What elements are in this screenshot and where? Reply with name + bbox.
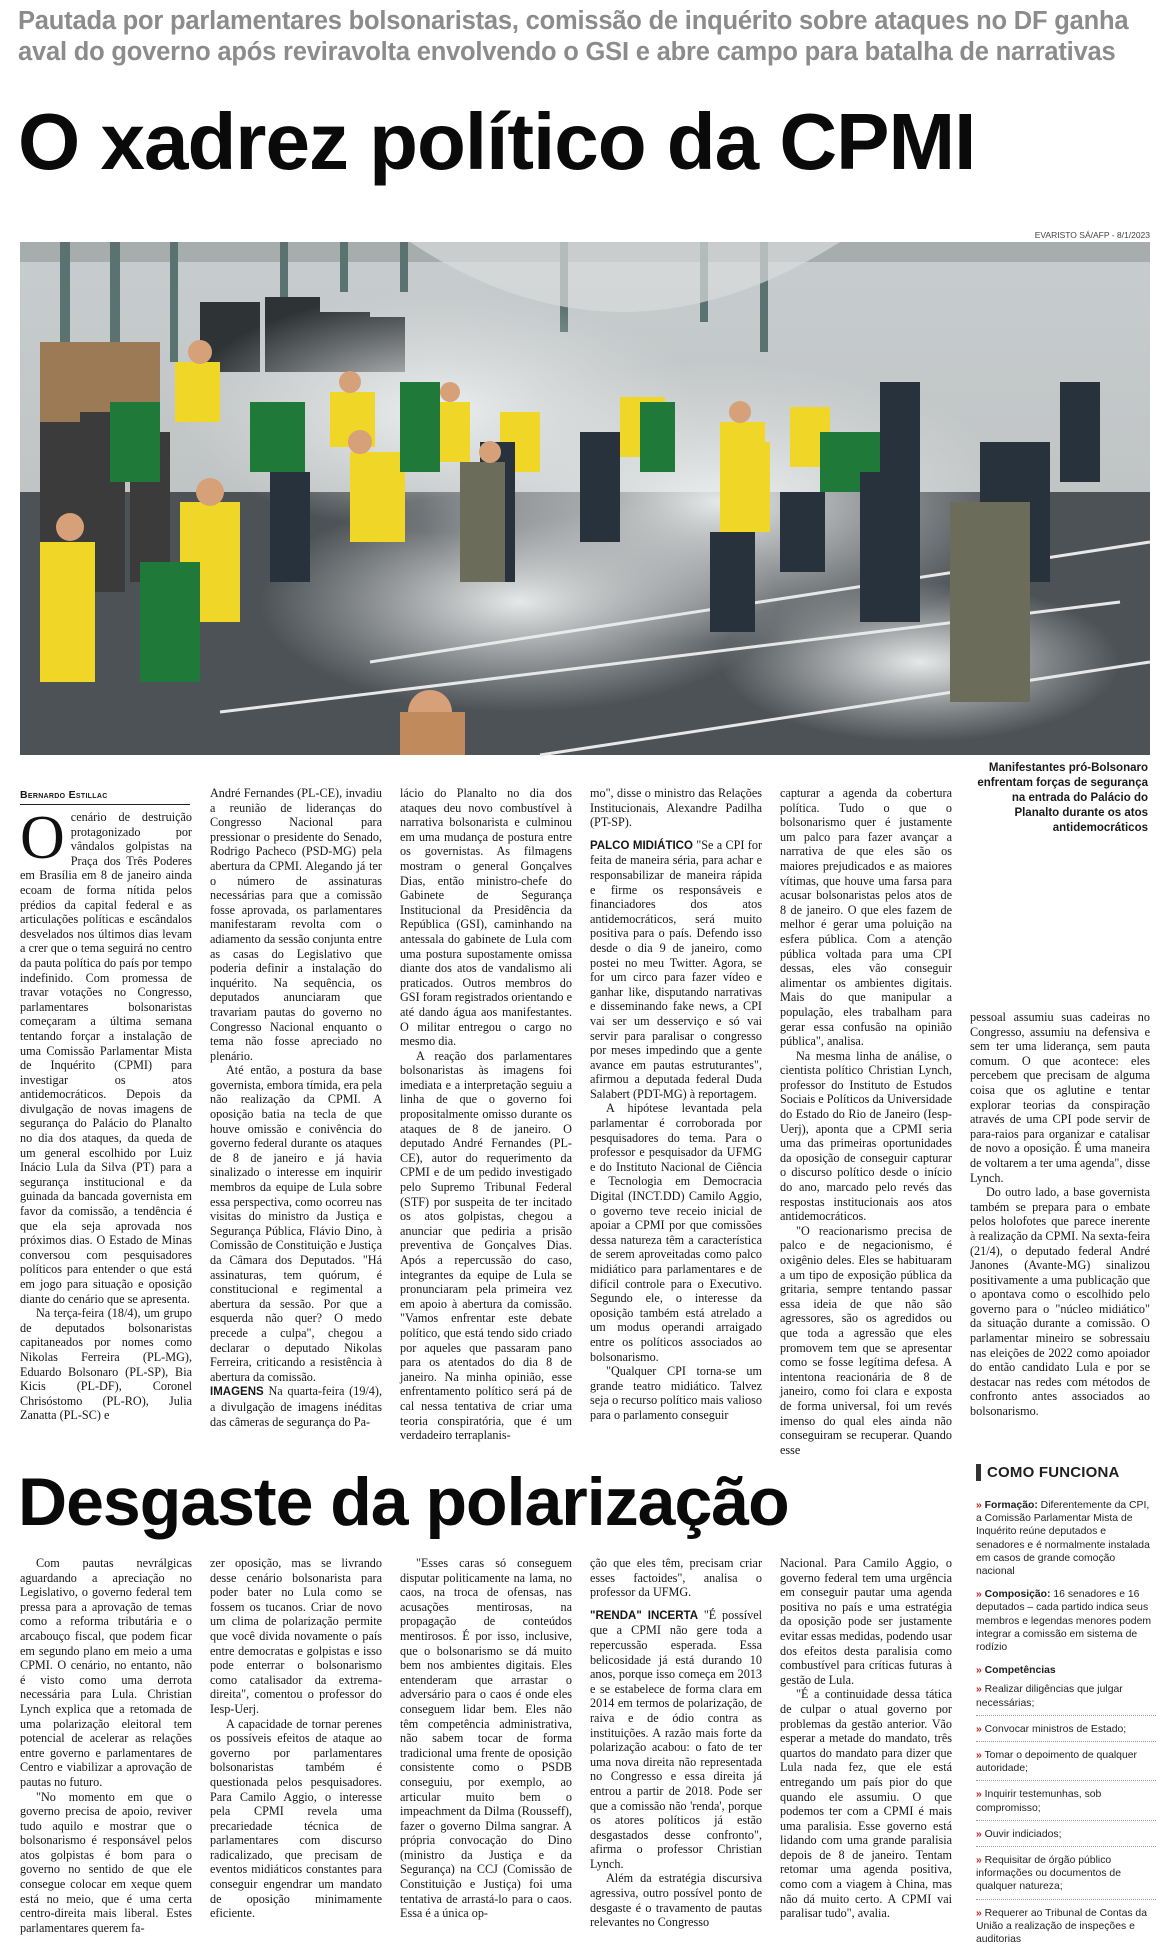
paragraph: Além da estratégia discursiva agressiva, outro possível ponto de desgaste é o travamento de pautas relevantes no Congresso bbox=[590, 1871, 762, 1930]
competencia-item bbox=[976, 1854, 1156, 1900]
paragraph: A hipótese levantada pela parlamentar é corroborada por pesquisadores do tema. Para o professor e pesquisador da UFMG e do Instituto Nacional de Ciência e Tecnologia em Democracia Digital (INCT.DD) Camilo Aggio, o governo teve receio inicial de apoiar a CPMI por que comissões dessa natureza têm a característica de serem aproveitadas como palco midiático para parlamentares e de difícil controle para o Executivo. Segundo ele, o interesse da oposição também está atrelado a um modus operandi arraigado entre os políticos associados ao bolsonarismo. bbox=[590, 1101, 762, 1364]
paragraph: "É a continuidade dessa tática de culpar o atual governo por problemas da gestão anterior. Vão esperar a metade do mandato, três quartos do mandato para dizer que Lula nada fez, que ele está entregando um país pior do que quando ele assumiu. O que podemos ter com a CPMI é mais uma paralisia. Esse governo está lidando com uma grande paralisia depois de 8 de janeiro. Tentam retomar uma agenda positiva, como com a viagem à China, mas não dá muito certo. A CPMI vai paralisar tudo", avalia. bbox=[780, 1687, 952, 1921]
paragraph: "No momento em que o governo precisa de apoio, reviver tudo aquilo e mostrar que o bolsonarismo é responsável pelos atos golpistas é bom para o governo no sentido de que ele consegue colocar em xeque quem está no meio, que é uma certa centro-direita mais liberal. Estes parlamentares querem fa- bbox=[20, 1789, 192, 1935]
sidebar-item-text: 16 senadores e 16 deputados – cada partido indica seus membros e legendas menores podem integrar a comissão em sistema de rodízio bbox=[976, 1589, 1152, 1654]
paragraph: Até então, a postura da base governista, embora tímida, era pela não realização da CPMI. A oposição batia na tecla de que houve omissão e conivência do governo federal durante os ataques de 8 de janeiro e já havia sinalizado o interesse em inquirir membros da equipe de Lula sobre essa perspectiva, como ocorreu nas visitas do ministro da Justiça e Segurança Pública, Flávio Dino, à Comissão de Constituição e Justiça da Câmara dos Deputados. "Há assinaturas, tem quórum, é constitucional e regimental a abertura da sessão. Por que a esquerda não quer? O medo precede a culpa", chegou a declarar o deputado Nikolas Ferreira, criticando a resistência à abertura da comissão. bbox=[210, 1063, 382, 1384]
article-column-3 bbox=[400, 786, 572, 1450]
sidebar-item-label: Formação: bbox=[984, 1500, 1038, 1511]
paragraph: capturar a agenda da cobertura política. Tudo o que o bolsonarismo quer é justamente um palco para fazer avançar a narrativa de que eles são os maiores prejudicados e as maiores vítimas, que houve uma farsa para acusar bolsonaristas pelos atos de 8 de janeiro. O que eles fazem de melhor é gerar uma poluição na esfera pública. Com a atenção pública voltada para uma CPI dessas, eles vão conseguir alimentar os ambientes digitais. Mais do que manipular a população, eles trabalham para gerar essa confusão na opinião pública", analisa. bbox=[780, 786, 952, 1049]
sidebar-item-label: Composição: bbox=[984, 1589, 1051, 1601]
competencia-item bbox=[976, 1788, 1156, 1820]
chevron-right-icon: » bbox=[976, 1789, 982, 1801]
paragraph: Na terça-feira (18/4), um grupo de deputados bolsonaristas capitaneados por nomes como Nikolas Ferreira (PL-MG), Eduardo Bolsonaro (PL-SP), Bia Kicis (PL-DF), Coronel Chrisóstomo (PL-RO), Julia Zanatta (PL-SC) e bbox=[20, 1306, 192, 1423]
paragraph: Na mesma linha de análise, o cientista político Christian Lynch, professor do Instituto de Estudos Sociais e Políticos da Universidade do Estado do Rio de Janeiro (Iesp-Uerj), aponta que a CPMI seria uma das primeiras oportunidades da oposição de conseguir capturar o discurso político desde o início do ano, marcado pelo revés das respostas institucionais aos atos antidemocráticos. bbox=[780, 1048, 952, 1224]
competencia-text: Requisitar de órgão público informações ou documentos de qualquer natureza; bbox=[976, 1855, 1121, 1893]
paragraph: "Qualquer CPI torna-se um grande teatro midiático. Talvez seja o recurso político mais valioso para o parlamento conseguir bbox=[590, 1364, 762, 1422]
second-headline: Desgaste da polarização bbox=[18, 1464, 789, 1540]
competencia-text: Ouvir indiciados; bbox=[984, 1828, 1062, 1840]
drop-cap: O bbox=[20, 804, 65, 872]
paragraph: A reação dos parlamentares bolsonaristas às imagens foi imediata e a interpretação seguiu a linha de que o governo foi propositalmente omisso durante os ataques de 8 de janeiro. O deputado André Fernandes (PL-CE), autor do requerimento da CPMI e de um pedido investigado pelo Supremo Tribunal Federal (STF) por suspeita de ter incitado os atos golpistas, chegou a anunciar que pediria a prisão preventiva de Gonçalves Dias. Após a repercussão do caso, integrantes da equipe de Lula se pronunciaram pela primeira vez em apoio à abertura da comissão. "Vamos enfrentar este debate político, que está tendo sido criado por aqueles que passaram pano para os atentados do dia 8 de janeiro. Na minha opinião, esse enfrentamento político será pá de cal nessa tentativa de criar uma teoria conspiratória, que é um verdadeiro terraplanis- bbox=[400, 1048, 572, 1443]
sidebar-title: COMO FUNCIONA bbox=[976, 1464, 1156, 1481]
sidebar-item-competencias bbox=[976, 1664, 1156, 1677]
paragraph: cenário de destruição protagonizado por vândalos golpistas na Praça dos Três Poderes em Brasília em 8 de janeiro ainda ecoam de forma nítida pelos prédios da capital federal e as articulações políticas e escândalos desvelados nos últimos dias levam a crer que o tema seguirá no centro da pauta política do país por tempo indefinido. Com promessa de travar votações no Congresso, parlamentares bolsonaristas começaram a última semana tentando forçar a instalação de uma Comissão Parlamentar Mista de Inquérito (CPMI) para investigar os atos antidemocráticos. Depois da divulgação de novas imagens de segurança do Palácio do Planalto no dia dos ataques, da queda de um general escolhido por Luiz Inácio Lula da Silva (PT) para a segurança institucional e da guinada da bancada governista em favor da comissão, a tendência é que ela seja aprovada nos próximos dias. O Estado de Minas conversou com pesquisadores políticos para entender o que está em jogo para situação e oposição diante do cenário que se apresenta. bbox=[20, 810, 192, 1306]
paragraph: lácio do Planalto no dia dos ataques deu novo combustível à narrativa bolsonarista e culminou em uma mudança de postura entre os governistas. As filmagens mostram o general Gonçalves Dias, então ministro-chefe do Gabinete de Segurança Institucional da Presidência da República (GSI), caminhando na antessala do gabinete de Lula com uma postura supostamente omissa diante dos atos de vandalismo ali praticados. Outros membros do GSI foram registrados orientando e até dando água aos manifestantes. O militar entregou o cargo no mesmo dia. bbox=[400, 786, 572, 1049]
competencia-text: Realizar diligências que julgar necessárias; bbox=[976, 1684, 1123, 1709]
paragraph: "Se a CPI for feita de maneira séria, para achar e responsabilizar de maneira rápida e firme os responsáveis e financiadores dos atos antidemocráticos, será muito positiva para o país. Defendo isso desde o dia 9 de janeiro, como postei no meu Twitter. Agora, se for um circo para fazer vídeo e ganhar like, disputando narrativas e disseminando fake news, a CPI vai ser um desserviço e só vai servir para paralisar o congresso por meses impedindo que a gente avance em pautas estruturantes", afirmou a deputada federal Duda Salabert (PDT-MG) à reportagem. bbox=[590, 837, 762, 1101]
competencia-text: Convocar ministros de Estado; bbox=[984, 1723, 1127, 1735]
article2-column-4 bbox=[590, 1556, 762, 1932]
chevron-right-icon: » bbox=[976, 1589, 982, 1601]
competencia-text: Inquirir testemunhas, sob compromisso; bbox=[976, 1789, 1102, 1814]
competencia-item bbox=[976, 1723, 1156, 1742]
chevron-right-icon: » bbox=[976, 1684, 982, 1696]
subhead-palco-midiatico: PALCO MIDIÁTICO bbox=[590, 839, 693, 852]
paragraph: Do outro lado, a base governista também se prepara para o embate pelos holofotes que parece inerente à realização da CPMI. Na sexta-feira (21/4), o deputado federal André Janones (Avante-MG) sinalizou positivamente a uma publicação que o apontava como o escolhido pelo governo para o "núcleo midiático" da situação durante a comissão. O parlamentar mineiro se sobressaiu nas eleições de 2022 como apoiador do então candidato Lula e por se destacar nas redes com métodos de confronto antes associados ao bolsonarismo. bbox=[970, 1185, 1151, 1419]
article-column-5 bbox=[780, 786, 952, 1457]
article-column-2 bbox=[210, 786, 382, 1450]
competencia-text: Requerer ao Tribunal de Contas da União a realização de inspeções e auditorias bbox=[976, 1907, 1147, 1946]
competencia-text: Tomar o depoimento de qualquer autoridade; bbox=[976, 1750, 1137, 1775]
subhead-imagens: IMAGENS bbox=[210, 1386, 264, 1399]
article2-column-1 bbox=[20, 1556, 192, 1935]
article-column-4 bbox=[590, 786, 762, 1450]
chevron-right-icon: » bbox=[976, 1665, 982, 1677]
paragraph: Nacional. Para Camilo Aggio, o governo federal tem uma urgência em conseguir pautar uma agenda positiva no país e uma estratégia da oposição pode ser justamente evitar essas medidas, podendo usar dos efeitos desta paralisia como combustível para críticas futuras à gestão de Lula. bbox=[780, 1556, 952, 1687]
chevron-right-icon: » bbox=[976, 1907, 982, 1919]
paragraph: "O reacionarismo precisa de palco e de negacionismo, é oxigênio deles. Eles se habituaram a um tipo de exposição pública da gritaria, sempre tentando passar essa ideia de que não são agressores, são os agredidos ou que toda a agressão que eles promovem tem que se apresentar como se fosse legítima defesa. A intentona reacionária de 8 de janeiro, como foi clara e exposta de forma universal, foi um revés imenso do qual eles ainda não conseguiram se recuperar. Quando esse bbox=[780, 1223, 952, 1457]
photo-caption: Manifestantes pró-Bolsonaro enfrentam forças de segurança na entrada do Palácio do Planalto durante os atos antidemocráticos bbox=[977, 762, 1148, 834]
sidebar-item-text: Diferentemente da CPI, a Comissão Parlamentar Mista de Inquérito reúne deputados e senadores e é normalmente instalada em casos de grande comoção nacional bbox=[976, 1500, 1150, 1578]
paragraph: ção que eles têm, precisam criar esses factoides", analisa o professor da UFMG. bbox=[590, 1556, 762, 1600]
sidebar-item-composicao bbox=[976, 1588, 1156, 1654]
competencia-item bbox=[976, 1749, 1156, 1781]
byline: Bernardo Estillac bbox=[20, 789, 190, 805]
news-photo bbox=[20, 242, 1150, 755]
kicker: Pautada por parlamentares bolsonaristas, comissão de inquérito sobre ataques no DF ganha aval do governo após reviravolta envolvendo o GSI e abre campo para batalha de narrativas bbox=[18, 7, 1129, 66]
chevron-right-icon: » bbox=[976, 1828, 982, 1840]
paragraph: A capacidade de tornar perenes os possíveis efeitos de ataque ao governo por parlamentares bolsonaristas também é questionada pelos pesquisadores. Para Camilo Aggio, o interesse pela CPMI revela uma precariedade técnica de parlamentares com discurso radicalizado, que precisam de eventos midiáticos constantes para conseguir engendrar um mandato de oposição minimamente eficiente. bbox=[210, 1716, 382, 1921]
chevron-right-icon: » bbox=[976, 1500, 982, 1511]
paragraph: pessoal assumiu suas cadeiras no Congresso, assumiu na defensiva e sem ter uma liderança, sem pauta comum. O que acontece: eles percebem que precisam de alguma coisa que os aglutine e tentar explorar teorias da conspiração através de uma CPI pode servir de para-raios para organizar e catalisar de novo a oposição. É uma maneira de voltarem a ter uma agenda", disse Lynch. bbox=[970, 1010, 1150, 1185]
chevron-right-icon: » bbox=[976, 1723, 982, 1735]
paragraph: mo", disse o ministro das Relações Institucionais, Alexandre Padilha (PT-SP). bbox=[590, 786, 762, 830]
subhead-renda-incerta: "RENDA" INCERTA bbox=[590, 1609, 699, 1622]
competencia-item bbox=[976, 1683, 1156, 1715]
article-column-1 bbox=[20, 804, 192, 1450]
paragraph: Na quarta-feira (19/4), a divulgação de imagens inéditas das câmeras de segurança do Pa- bbox=[210, 1384, 382, 1429]
paragraph: "É possível que a CPMI não gere toda a repercussão esperada. Essa belicosidade já está durando 10 anos, porque isso começa em 2013 e se estabelece de forma clara em 2014 em termos de polarização, de raiva e de ódio contra as instituições. A razão mais forte da polarização acabou: o fato de ter uma nova direita não representada no Congresso e essa direita já entrou a partir de 2018. Pode ser que a comissão não 'renda', porque os atores políticos já estão desgastados desse confronto", afirma o professor Christian Lynch. bbox=[590, 1607, 762, 1871]
competencia-item bbox=[976, 1907, 1156, 1951]
photo-credit: EVARISTO SÁ/AFP - 8/1/2023 bbox=[1034, 230, 1150, 240]
sidebar-item-label: Competências bbox=[984, 1665, 1056, 1677]
paragraph: Com pautas nevrálgicas aguardando a apreciação no Legislativo, o governo federal tem pressa para a aprovação de temas como a reforma tributária e o arcabouço fiscal, que podem ficar em segundo plano em meio a uma CPMI. O cenário, no entanto, não é visto como uma derrota necessária para Lula. Christian Lynch explica que a retomada de uma polarização eleitoral tem potencial de acelerar as relações entre governo e parlamentares de Centro e viabilizar a aprovação de pautas no futuro. bbox=[20, 1556, 192, 1789]
paragraph: André Fernandes (PL-CE), invadiu a reunião de lideranças do Congresso Nacional para pressionar o presidente do Senado, Rodrigo Pacheco (PSD-MG) pela abertura da CPMI. Alegando já ter o número de assinaturas necessárias para que a comissão fosse aprovada, os parlamentares manifestaram revolta com o adiamento da sessão conjunta entre as casas do Legislativo que poderia definir a instalação do inquérito. Na sequência, os deputados anunciaram que travariam pautas do governo no Congresso Nacional enquanto o tema não fosse apreciado no plenário. bbox=[210, 786, 382, 1063]
article-column-6 bbox=[970, 1010, 1150, 1450]
paragraph: "Esses caras só conseguem disputar politicamente na lama, no caos, na troca de ofensas, nas acusações mentirosas, na propagação de conteúdos mentirosos. É por isso, inclusive, que o bolsonarismo se dá muito bem nos ambientes digitais. Eles entenderam que arrastar o adversário para o caos é onde eles conseguem lidar bem. Eles não têm competência administrativa, não sabem tocar de forma tradicional uma frente de oposição consistente como o PSDB conseguiu, por exemplo, ao articular muito bem o impeachment da Dilma (Rousseff), fazer o governo Dilma sangrar. A própria convocação do Dino (ministro da Justiça e da Segurança) na CCJ (Comissão de Constituição e Justiça) foi uma tentativa de arrastá-lo para o caos. Essa é a única op- bbox=[400, 1556, 572, 1921]
paragraph: zer oposição, mas se livrando desse cenário bolsonarista para poder bater no Lula como se fossem os tucanos. Criar de novo um clima de polarização permite que você divida novamente o país entre democratas e golpistas e isso pode enterrar o bolsonarismo como catalisador da extrema-direita", comentou o professor do Iesp-Uerj. bbox=[210, 1556, 382, 1716]
article2-column-2 bbox=[210, 1556, 382, 1932]
article2-column-5 bbox=[780, 1556, 952, 1932]
article2-column-3 bbox=[400, 1556, 572, 1932]
headline: O xadrez político da CPMI bbox=[18, 97, 976, 186]
sidebar-como-funciona bbox=[976, 1464, 1156, 1946]
competencia-item bbox=[976, 1828, 1156, 1847]
chevron-right-icon: » bbox=[976, 1750, 982, 1762]
chevron-right-icon: » bbox=[976, 1855, 982, 1867]
sidebar-item-formacao bbox=[976, 1499, 1156, 1578]
